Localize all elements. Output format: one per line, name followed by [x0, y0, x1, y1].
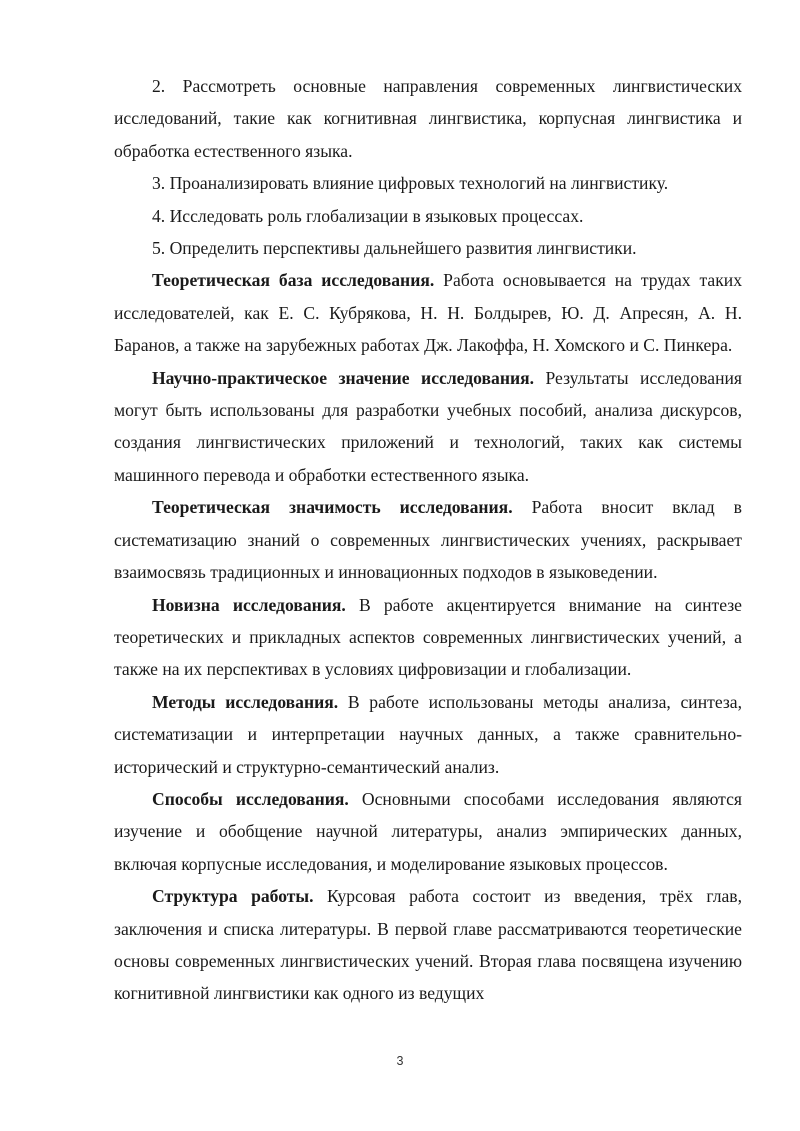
page-number: 3 — [396, 1054, 404, 1068]
section-text: Результаты исследования могут быть использованы для разработки учебных пособий, анализа дискурсов, создания лингвистических приложений и технологий, таких как системы машинного перевода и обработки естественного языка. — [114, 367, 742, 485]
section-heading: Структура работы. — [152, 886, 314, 907]
list-item: 2. Рассмотреть основные направления современных лингвистических исследований, такие как когнитивная лингвистика, корпусная лингвистика и обработка естественного языка. — [114, 76, 742, 161]
section-theoretical-significance — [114, 491, 742, 588]
section-text: Курсовая работа состоит из введения, трёх глав, заключения и списка литературы. В первой главе рассматриваются теоретические основы современных лингвистических учений. Вторая глава посвящена изучению когнитивной лингвистики как одного из ведущих — [114, 886, 742, 1004]
section-novelty — [114, 589, 742, 686]
section-heading: Научно-практическое значение исследования. — [152, 367, 535, 388]
section-methods — [114, 686, 742, 783]
section-heading: Способы исследования. — [152, 788, 349, 809]
section-means — [114, 783, 742, 880]
section-heading: Теоретическая база исследования. — [152, 270, 435, 291]
section-practical-value — [114, 362, 742, 492]
section-text: Основными способами исследования являются изучение и обобщение научной литературы, анализ эмпирических данных, включая корпусные исследования, и моделирование языковых процессов. — [114, 788, 742, 874]
section-text: В работе акцентируется внимание на синтезе теоретических и прикладных аспектов современных лингвистических учений, а также на их перспективах в условиях цифровизации и глобализации. — [114, 594, 742, 680]
list-item: 4. Исследовать роль глобализации в языковых процессах. — [152, 205, 584, 226]
document-page — [114, 70, 742, 1010]
section-text: Работа вносит вклад в систематизацию знаний о современных лингвистических учениях, раскрывает взаимосвязь традиционных и инновационных подходов в языковедении. — [114, 497, 742, 583]
list-item: 3. Проанализировать влияние цифровых технологий на лингвистику. — [152, 173, 669, 194]
list-item: 5. Определить перспективы дальнейшего развития лингвистики. — [152, 238, 637, 259]
section-theoretical-base — [114, 264, 742, 361]
section-text: В работе использованы методы анализа, синтеза, систематизации и интерпретации научных данных, а также сравнительно-исторический и структурно-семантический анализ. — [114, 691, 742, 777]
section-text: Работа основывается на трудах таких исследователей, как Е. С. Кубрякова, Н. Н. Болдырев, Ю. Д. Апресян, А. Н. Баранов, а также на зарубежных работах Дж. Лакоффа, Н. Хомского и С. Пинкера. — [114, 270, 742, 356]
section-heading: Теоретическая значимость исследования. — [152, 497, 513, 518]
section-heading: Новизна исследования. — [152, 594, 346, 615]
section-heading: Методы исследования. — [152, 691, 339, 712]
section-structure — [114, 880, 742, 1010]
